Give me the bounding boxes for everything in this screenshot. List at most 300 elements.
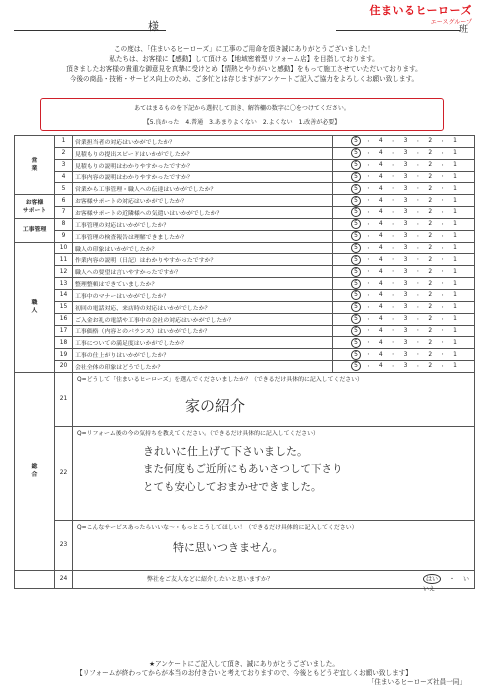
question-text: 会社全体の印象はどうでしたか？ xyxy=(73,361,333,373)
scale-separator: ・ xyxy=(440,186,446,193)
rating-option[interactable]: 2 xyxy=(428,280,433,287)
question-number: 1 xyxy=(55,136,73,148)
rating-scale[interactable] xyxy=(333,159,475,171)
question-number: 16 xyxy=(55,313,73,325)
scale-separator: ・ xyxy=(440,162,446,169)
rating-option[interactable]: 1 xyxy=(453,363,457,370)
rating-option[interactable]: 3 xyxy=(403,292,408,299)
question-row xyxy=(15,242,475,254)
scale-separator: ・ xyxy=(415,363,421,370)
scale-separator: ・ xyxy=(390,340,396,347)
rating-scale[interactable] xyxy=(333,230,475,242)
rating-option[interactable]: 3 xyxy=(403,304,408,311)
rating-scale[interactable] xyxy=(333,361,475,373)
scale-separator: ・ xyxy=(415,316,421,323)
rating-option[interactable]: 4 xyxy=(378,316,383,323)
scale-separator: ・ xyxy=(415,304,421,311)
rating-option[interactable]: 4 xyxy=(378,162,383,169)
scale-separator: ・ xyxy=(415,174,421,181)
scale-separator: ・ xyxy=(365,328,371,335)
rating-option[interactable]: 2 xyxy=(428,363,433,370)
rating-option[interactable]: 5 xyxy=(351,267,361,277)
question-number: 10 xyxy=(55,242,73,254)
rating-option[interactable]: 4 xyxy=(378,280,383,287)
scale-separator: ・ xyxy=(440,174,446,181)
scale-separator: ・ xyxy=(365,198,371,205)
rating-option[interactable]: 3 xyxy=(403,316,408,323)
question-row xyxy=(15,361,475,373)
scale-separator: ・ xyxy=(365,209,371,216)
rating-option[interactable]: 3 xyxy=(403,221,408,228)
scale-separator: ・ xyxy=(365,269,371,276)
rating-option[interactable]: 2 xyxy=(428,245,433,252)
rating-option[interactable]: 1 xyxy=(453,280,457,287)
scale-separator: ・ xyxy=(440,150,446,157)
question-text: 工事内容の説明はわかりやすかったですか？ xyxy=(73,171,333,183)
rating-option[interactable]: 4 xyxy=(378,197,383,204)
rating-option[interactable]: 2 xyxy=(428,327,433,334)
rating-option[interactable]: 1 xyxy=(453,351,457,358)
instructions-line: あてはまるものを下記から選択して頂き、解答欄の数字に〇をつけてください。 xyxy=(134,105,350,112)
scale-separator: ・ xyxy=(415,198,421,205)
rating-option[interactable]: 2 xyxy=(428,162,433,169)
rating-option[interactable]: 4 xyxy=(378,138,383,145)
open-answer-area[interactable] xyxy=(73,426,475,520)
open-question-text: Q=こんなサービスあったらいいな～・もっとこうしてほしい！（できるだけ具体的に記入してください） xyxy=(77,524,358,531)
header xyxy=(14,4,474,42)
question-number: 4 xyxy=(55,171,73,183)
rating-option[interactable]: 5 xyxy=(351,231,361,241)
question-text: 職人への要望は言いやすかったですか？ xyxy=(73,266,333,278)
question-text: 工事の仕上がりはいかがでしたか？ xyxy=(73,349,333,361)
rating-option[interactable]: 4 xyxy=(378,292,383,299)
scale-separator: ・ xyxy=(440,352,446,359)
rating-option[interactable]: 2 xyxy=(428,316,433,323)
question-text: 工事中のマナーはいかがでしたか？ xyxy=(73,289,333,301)
rating-option[interactable]: 1 xyxy=(453,233,457,240)
scale-separator: ・ xyxy=(415,150,421,157)
scale-separator: ・ xyxy=(415,281,421,288)
scale-separator: ・ xyxy=(440,138,446,145)
question-row xyxy=(15,325,475,337)
question-row xyxy=(15,278,475,290)
question-number: 22 xyxy=(55,426,73,520)
rating-option[interactable]: 3 xyxy=(403,327,408,334)
rating-option[interactable]: 2 xyxy=(428,268,433,275)
question-number: 15 xyxy=(55,301,73,313)
group-line xyxy=(336,30,460,31)
rating-option[interactable]: 2 xyxy=(428,138,433,145)
rating-option[interactable]: 3 xyxy=(403,173,408,180)
rating-option[interactable]: 5 xyxy=(351,361,361,371)
question-row xyxy=(15,136,475,148)
rating-option[interactable]: 2 xyxy=(428,173,433,180)
scale-separator: ・ xyxy=(440,198,446,205)
rating-scale[interactable] xyxy=(333,254,475,266)
question-number: 5 xyxy=(55,183,73,195)
rating-option[interactable]: 1 xyxy=(453,304,457,311)
question-number: 18 xyxy=(55,337,73,349)
scale-separator: ・ xyxy=(390,186,396,193)
question-text: 職人の印象はいかがでしたか？ xyxy=(73,242,333,254)
rating-option[interactable]: 2 xyxy=(428,292,433,299)
rating-option[interactable]: 5 xyxy=(351,184,361,194)
question-number: 13 xyxy=(55,278,73,290)
rating-option[interactable]: 5 xyxy=(351,207,361,217)
answer-separator: ・ xyxy=(449,575,456,583)
rating-scale[interactable] xyxy=(333,136,475,148)
rating-option[interactable]: 1 xyxy=(453,339,457,346)
rating-option[interactable]: 2 xyxy=(428,185,433,192)
final-question-row xyxy=(15,570,475,588)
rating-option[interactable]: 1 xyxy=(453,138,457,145)
rating-scale[interactable] xyxy=(333,266,475,278)
rating-option[interactable]: 3 xyxy=(403,150,408,157)
rating-option[interactable]: 5 xyxy=(351,314,361,324)
scale-separator: ・ xyxy=(365,150,371,157)
scale-separator: ・ xyxy=(390,328,396,335)
scale-separator: ・ xyxy=(365,138,371,145)
question-row xyxy=(15,313,475,325)
scale-separator: ・ xyxy=(415,352,421,359)
question-row xyxy=(15,218,475,230)
question-text: 工事価格（内容とのバランス）はいかがでしたか？ xyxy=(73,325,333,337)
intro-text xyxy=(14,44,474,84)
rating-option[interactable]: 1 xyxy=(453,150,457,157)
rating-option[interactable]: 3 xyxy=(403,209,408,216)
question-row xyxy=(15,337,475,349)
scale-separator: ・ xyxy=(390,281,396,288)
rating-option[interactable]: 1 xyxy=(453,256,457,263)
question-number: 9 xyxy=(55,230,73,242)
question-number: 8 xyxy=(55,218,73,230)
scale-separator: ・ xyxy=(390,316,396,323)
intro-line: 私たちは、お客様に【感動】して頂ける【地域密着型リフォーム店】を目指しております。 xyxy=(109,55,379,63)
scale-separator: ・ xyxy=(415,292,421,299)
question-text: 営業から工事管理・職人への伝達はいかがでしたか？ xyxy=(73,183,333,195)
scale-separator: ・ xyxy=(415,138,421,145)
rating-option[interactable]: 3 xyxy=(403,339,408,346)
rating-option[interactable]: 3 xyxy=(403,268,408,275)
rating-option[interactable]: 4 xyxy=(378,233,383,240)
open-answer-area[interactable] xyxy=(73,520,475,570)
final-question-text: 弊社をご友人などに紹介したいと思いますか？ xyxy=(147,575,274,583)
scale-separator: ・ xyxy=(365,281,371,288)
rating-option[interactable]: 5 xyxy=(351,326,361,336)
scale-separator: ・ xyxy=(415,245,421,252)
scale-separator: ・ xyxy=(390,269,396,276)
rating-option[interactable]: 2 xyxy=(428,233,433,240)
rating-option[interactable]: 4 xyxy=(378,304,383,311)
scale-separator: ・ xyxy=(390,292,396,299)
open-question-text: Q=リフォーム後の今の気持ちを教えてください。（できるだけ具体的に記入してください） xyxy=(77,430,319,437)
scale-separator: ・ xyxy=(365,162,371,169)
intro-line: 今後の商品・技術・サービス向上のため、ご多忙とは存じますがアンケートご記入ご協力をよろしくお願い致します。 xyxy=(69,75,419,83)
rating-option[interactable]: 1 xyxy=(453,292,457,299)
category-management: 工事管理 xyxy=(15,218,55,242)
scale-separator: ・ xyxy=(365,221,371,228)
rating-scale[interactable] xyxy=(333,337,475,349)
scale-separator: ・ xyxy=(440,281,446,288)
scale-separator: ・ xyxy=(365,186,371,193)
scale-separator: ・ xyxy=(365,352,371,359)
question-number: 14 xyxy=(55,289,73,301)
scale-separator: ・ xyxy=(365,304,371,311)
question-row xyxy=(15,289,475,301)
rating-option[interactable]: 1 xyxy=(453,245,457,252)
scale-separator: ・ xyxy=(415,221,421,228)
rating-option[interactable]: 3 xyxy=(403,185,408,192)
scale-separator: ・ xyxy=(390,221,396,228)
rating-option[interactable]: 1 xyxy=(453,197,457,204)
scale-separator: ・ xyxy=(440,316,446,323)
rating-option[interactable]: 4 xyxy=(378,327,383,334)
rating-option[interactable]: 5 xyxy=(351,172,361,182)
question-number: 11 xyxy=(55,254,73,266)
rating-option[interactable]: 3 xyxy=(403,280,408,287)
question-number: 7 xyxy=(55,207,73,219)
rating-option[interactable]: 4 xyxy=(378,245,383,252)
scale-separator: ・ xyxy=(365,340,371,347)
scale-separator: ・ xyxy=(390,174,396,181)
handwritten-answer: きれいに仕上げて下さいました。 xyxy=(143,444,308,458)
scale-separator: ・ xyxy=(390,198,396,205)
rating-option[interactable]: 1 xyxy=(453,221,457,228)
question-row xyxy=(15,301,475,313)
rating-option[interactable]: 5 xyxy=(351,279,361,289)
rating-option[interactable]: 2 xyxy=(428,197,433,204)
question-number: 17 xyxy=(55,325,73,337)
rating-option[interactable]: 2 xyxy=(428,304,433,311)
rating-option[interactable]: 3 xyxy=(403,245,408,252)
empty-cell xyxy=(15,570,55,588)
question-number: 23 xyxy=(55,520,73,570)
question-row xyxy=(15,147,475,159)
category-sales: 営 業 xyxy=(15,136,55,195)
rating-option[interactable]: 2 xyxy=(428,339,433,346)
scale-separator: ・ xyxy=(390,209,396,216)
rating-option[interactable]: 1 xyxy=(453,185,457,192)
rating-option[interactable]: 2 xyxy=(428,351,433,358)
rating-scale[interactable] xyxy=(333,349,475,361)
open-question-row xyxy=(15,426,475,520)
scale-separator: ・ xyxy=(390,352,396,359)
logo-sub-text: エースグループ xyxy=(430,19,472,26)
rating-option[interactable]: 4 xyxy=(378,209,383,216)
scale-separator: ・ xyxy=(440,304,446,311)
rating-option[interactable]: 5 xyxy=(351,219,361,229)
scale-separator: ・ xyxy=(440,233,446,240)
scale-separator: ・ xyxy=(365,233,371,240)
rating-option[interactable]: 1 xyxy=(453,162,457,169)
scale-separator: ・ xyxy=(415,186,421,193)
logo-main-text: 住まいるヒーローズ xyxy=(369,4,472,17)
question-row xyxy=(15,207,475,219)
rating-scale[interactable] xyxy=(333,218,475,230)
scale-separator: ・ xyxy=(415,269,421,276)
question-row xyxy=(15,266,475,278)
rating-option[interactable]: 5 xyxy=(351,302,361,312)
rating-option[interactable]: 3 xyxy=(403,256,408,263)
scale-separator: ・ xyxy=(415,162,421,169)
scale-separator: ・ xyxy=(390,138,396,145)
rating-scale[interactable] xyxy=(333,301,475,313)
footer-thanks: ★アンケートにご記入して頂き、誠にありがとうございました。 xyxy=(149,660,339,668)
rating-option[interactable]: 4 xyxy=(378,150,383,157)
question-row xyxy=(15,171,475,183)
rating-option[interactable]: 5 xyxy=(351,290,361,300)
question-text: 整理整頓はできていましたか？ xyxy=(73,278,333,290)
rating-scale[interactable] xyxy=(333,195,475,207)
rating-scale[interactable] xyxy=(333,207,475,219)
footer-message: 【リフォームが終わってからが本当のお付き合いと考えておりますので、今後ともどうぞ宜しくお願い致します】 xyxy=(76,669,412,677)
answer-no[interactable]: いいえ xyxy=(423,575,470,593)
rating-scale[interactable] xyxy=(333,242,475,254)
handwritten-answer: とても安心しておまかせできました。 xyxy=(143,480,322,493)
rating-option[interactable]: 2 xyxy=(428,256,433,263)
group-label: 班 xyxy=(458,25,468,35)
rating-option[interactable]: 3 xyxy=(403,351,408,358)
category-craftsman: 職 人 xyxy=(15,242,55,372)
scale-separator: ・ xyxy=(390,233,396,240)
question-number: 6 xyxy=(55,195,73,207)
rating-option[interactable]: 3 xyxy=(403,162,408,169)
scale-separator: ・ xyxy=(415,233,421,240)
rating-option[interactable]: 4 xyxy=(378,256,383,263)
handwritten-answer: 特に思いつきません。 xyxy=(173,540,284,554)
scale-separator: ・ xyxy=(415,340,421,347)
scale-separator: ・ xyxy=(390,150,396,157)
rating-option[interactable]: 5 xyxy=(351,338,361,348)
rating-scale[interactable] xyxy=(333,313,475,325)
scale-separator: ・ xyxy=(390,363,396,370)
question-row xyxy=(15,195,475,207)
rating-option[interactable]: 1 xyxy=(453,327,457,334)
rating-option[interactable]: 2 xyxy=(428,209,433,216)
rating-option[interactable]: 5 xyxy=(351,196,361,206)
rating-option[interactable]: 4 xyxy=(378,221,383,228)
question-text: 見積もりの説明はわかりやすかったですか？ xyxy=(73,159,333,171)
scale-separator: ・ xyxy=(390,245,396,252)
scale-separator: ・ xyxy=(440,221,446,228)
customer-name-line xyxy=(14,30,166,31)
rating-option[interactable]: 3 xyxy=(403,363,408,370)
scale-separator: ・ xyxy=(440,292,446,299)
question-number: 3 xyxy=(55,159,73,171)
instructions-box xyxy=(40,98,444,131)
rating-option[interactable]: 5 xyxy=(351,255,361,265)
scale-separator: ・ xyxy=(440,363,446,370)
rating-option[interactable]: 4 xyxy=(378,173,383,180)
survey-table xyxy=(14,135,475,593)
answer-yes[interactable]: はい xyxy=(423,574,441,584)
question-text: 見積もりの提出スピードはいかがでしたか？ xyxy=(73,147,333,159)
footer xyxy=(14,660,474,687)
scale-separator: ・ xyxy=(440,245,446,252)
question-text: 営業担当者の対応はいかがでしたか？ xyxy=(73,136,333,148)
rating-option[interactable]: 4 xyxy=(378,268,383,275)
open-question-row xyxy=(15,520,475,570)
open-question-row xyxy=(15,372,475,426)
question-number: 2 xyxy=(55,147,73,159)
open-question-text: Q=どうして「住まいるヒーローズ」を選んでくださいましたか？（できるだけ具体的に記入してください） xyxy=(77,376,363,383)
scale-separator: ・ xyxy=(365,174,371,181)
rating-scale[interactable] xyxy=(333,147,475,159)
rating-scale[interactable] xyxy=(333,278,475,290)
scale-separator: ・ xyxy=(365,245,371,252)
rating-scale[interactable] xyxy=(333,325,475,337)
question-row xyxy=(15,254,475,266)
intro-line: 頂きましたお客様の貴重な御意見を真摯に受けとめ【情熱とやりがいと感動】をもって施工させていただいております。 xyxy=(66,65,422,73)
rating-option[interactable]: 5 xyxy=(351,350,361,360)
rating-option[interactable]: 4 xyxy=(378,339,383,346)
scale-separator: ・ xyxy=(365,292,371,299)
question-text: 工事管理の検査報告は理解できましたか？ xyxy=(73,230,333,242)
question-text: 工事管理の対応はいかがでしたか？ xyxy=(73,218,333,230)
question-text: 作業内容の説明（日記）はわかりやすかったですか？ xyxy=(73,254,333,266)
rating-option[interactable]: 1 xyxy=(453,316,457,323)
rating-option[interactable]: 3 xyxy=(403,138,408,145)
question-number: 20 xyxy=(55,361,73,373)
scale-separator: ・ xyxy=(365,316,371,323)
scale-separator: ・ xyxy=(440,269,446,276)
question-text: 工事についての満足度はいかがでしたか？ xyxy=(73,337,333,349)
question-row xyxy=(15,349,475,361)
category-support: お客様 サポート xyxy=(15,195,55,219)
rating-scale[interactable] xyxy=(333,183,475,195)
rating-option[interactable]: 2 xyxy=(428,221,433,228)
scale-separator: ・ xyxy=(415,257,421,264)
question-text: お客様サポートの対応はいかがでしたか？ xyxy=(73,195,333,207)
rating-option[interactable]: 4 xyxy=(378,185,383,192)
scale-separator: ・ xyxy=(440,340,446,347)
question-text: お客様サポートの近隣様への気遣いはいかがでしたか？ xyxy=(73,207,333,219)
scale-separator: ・ xyxy=(440,209,446,216)
scale-separator: ・ xyxy=(440,328,446,335)
rating-option[interactable]: 1 xyxy=(453,209,457,216)
scale-separator: ・ xyxy=(365,257,371,264)
scale-separator: ・ xyxy=(415,209,421,216)
instructions-scale: 【5.良かった 4.普通 3.あまりよくない 2.よくない 1.改善が必要】 xyxy=(143,119,341,126)
question-number: 19 xyxy=(55,349,73,361)
rating-option[interactable]: 1 xyxy=(453,173,457,180)
rating-option[interactable]: 2 xyxy=(428,150,433,157)
rating-option[interactable]: 5 xyxy=(351,148,361,158)
rating-option[interactable]: 1 xyxy=(453,268,457,275)
open-answer-area[interactable] xyxy=(73,372,475,426)
rating-scale[interactable] xyxy=(333,289,475,301)
handwritten-answer: また何度もご近所にもあいさつして下さり xyxy=(143,462,343,475)
rating-scale[interactable] xyxy=(333,171,475,183)
honorific: 様 xyxy=(148,20,159,33)
question-text: 初回の電話対応、来店時の対応はいかがでしたか？ xyxy=(73,301,333,313)
rating-option[interactable]: 5 xyxy=(351,160,361,170)
rating-option[interactable]: 4 xyxy=(378,363,383,370)
rating-option[interactable]: 4 xyxy=(378,351,383,358)
scale-separator: ・ xyxy=(390,304,396,311)
rating-option[interactable]: 3 xyxy=(403,197,408,204)
scale-separator: ・ xyxy=(365,363,371,370)
rating-option[interactable]: 3 xyxy=(403,233,408,240)
rating-option[interactable]: 5 xyxy=(351,243,361,253)
question-row xyxy=(15,159,475,171)
category-overall: 総 合 xyxy=(15,372,55,570)
footer-signature: 「住まいるヒーローズ社員一同」 xyxy=(367,678,466,686)
rating-option[interactable]: 5 xyxy=(351,136,361,146)
question-number: 24 xyxy=(55,570,73,588)
question-text: ご入金お礼の電話や工事中の会社の対応はいかがでしたか？ xyxy=(73,313,333,325)
company-logo xyxy=(369,2,472,26)
